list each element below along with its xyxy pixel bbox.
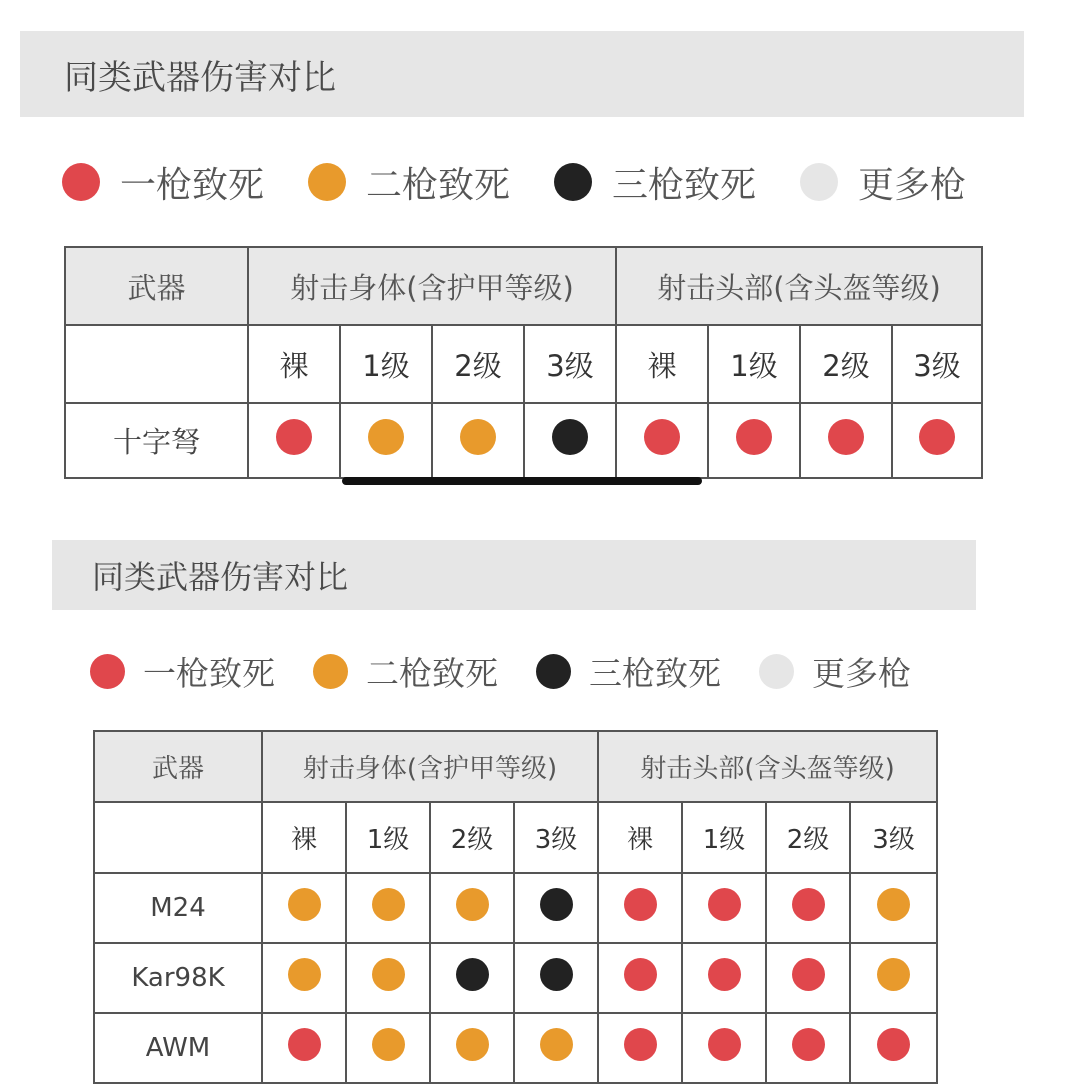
legend-item-one-shot [62, 157, 264, 208]
body-header: 射击身体(含护甲等级) [248, 247, 616, 325]
damage-cell [430, 943, 514, 1013]
one-shot-dot-icon [708, 888, 741, 921]
level-header: 1级 [346, 802, 430, 873]
damage-cell [262, 873, 346, 943]
damage-cell [514, 943, 598, 1013]
damage-cell [850, 1013, 937, 1083]
table-row [65, 403, 982, 478]
one-shot-dot-icon [624, 958, 657, 991]
damage-cell [346, 943, 430, 1013]
one-shot-dot-icon [708, 958, 741, 991]
table-body [65, 403, 982, 478]
damage-cell [430, 873, 514, 943]
damage-cell [682, 943, 766, 1013]
legend-label: 更多枪 [858, 164, 967, 206]
weapon-name: AWM [94, 1013, 262, 1083]
level-header-row [65, 325, 982, 403]
level-header: 3级 [514, 802, 598, 873]
damage-cell [432, 403, 524, 478]
damage-cell [340, 403, 432, 478]
weapon-header: 武器 [65, 247, 248, 325]
level-blank [94, 802, 262, 873]
two-shot-dot-icon [877, 888, 910, 921]
two-shot-dot-icon [456, 1028, 489, 1061]
legend-label: 二枪致死 [366, 653, 498, 693]
damage-cell [766, 1013, 850, 1083]
one-shot-dot-icon [276, 419, 312, 455]
one-shot-dot-icon [90, 654, 125, 689]
level-header: 2级 [766, 802, 850, 873]
three-shot-dot-icon [540, 888, 573, 921]
section2-title-bar [52, 540, 976, 610]
two-shot-dot-icon [372, 888, 405, 921]
damage-cell [800, 403, 892, 478]
damage-cell [514, 1013, 598, 1083]
damage-cell [850, 873, 937, 943]
one-shot-dot-icon [919, 419, 955, 455]
damage-cell [248, 403, 340, 478]
damage-cell [892, 403, 982, 478]
legend-label: 一枪致死 [120, 164, 265, 206]
one-shot-dot-icon [624, 888, 657, 921]
horizontal-scrollbar[interactable] [342, 477, 702, 485]
damage-cell [524, 403, 616, 478]
two-shot-dot-icon [372, 958, 405, 991]
legend-item-more-shot [800, 157, 966, 208]
table-row [94, 943, 937, 1013]
section2-damage-table [93, 730, 938, 1084]
legend-item-two-shot [308, 157, 510, 208]
level-header: 1级 [340, 325, 432, 403]
section1-damage-table [64, 246, 983, 479]
legend-label: 三枪致死 [612, 164, 757, 206]
two-shot-dot-icon [368, 419, 404, 455]
damage-cell [262, 943, 346, 1013]
weapon-name: M24 [94, 873, 262, 943]
damage-cell [766, 873, 850, 943]
damage-cell [430, 1013, 514, 1083]
two-shot-dot-icon [288, 888, 321, 921]
damage-cell [598, 943, 682, 1013]
three-shot-dot-icon [552, 419, 588, 455]
table-header-row [94, 731, 937, 802]
one-shot-dot-icon [708, 1028, 741, 1061]
legend-item-two-shot [313, 648, 498, 695]
damage-cell [682, 1013, 766, 1083]
table-body [94, 873, 937, 1083]
more-shot-dot-icon [759, 654, 794, 689]
section1-title: 同类武器伤害对比 [64, 57, 336, 98]
damage-cell [514, 873, 598, 943]
one-shot-dot-icon [624, 1028, 657, 1061]
three-shot-dot-icon [456, 958, 489, 991]
one-shot-dot-icon [644, 419, 680, 455]
legend-label: 更多枪 [812, 653, 911, 693]
level-header: 裸 [262, 802, 346, 873]
legend-label: 一枪致死 [143, 653, 275, 693]
one-shot-dot-icon [288, 1028, 321, 1061]
level-header: 1级 [682, 802, 766, 873]
damage-cell [598, 1013, 682, 1083]
two-shot-dot-icon [460, 419, 496, 455]
level-header-row [94, 802, 937, 873]
one-shot-dot-icon [792, 888, 825, 921]
legend-item-three-shot [536, 648, 721, 695]
two-shot-dot-icon [308, 163, 346, 201]
level-header: 2级 [432, 325, 524, 403]
two-shot-dot-icon [456, 888, 489, 921]
damage-cell [346, 873, 430, 943]
level-header: 2级 [800, 325, 892, 403]
damage-cell [262, 1013, 346, 1083]
weapon-name: 十字弩 [65, 403, 248, 478]
two-shot-dot-icon [288, 958, 321, 991]
table-row [94, 873, 937, 943]
damage-cell [682, 873, 766, 943]
level-header: 3级 [850, 802, 937, 873]
level-header: 3级 [892, 325, 982, 403]
level-header: 裸 [248, 325, 340, 403]
weapon-name: Kar98K [94, 943, 262, 1013]
three-shot-dot-icon [554, 163, 592, 201]
head-header: 射击头部(含头盔等级) [598, 731, 937, 802]
legend-label: 二枪致死 [366, 164, 511, 206]
legend-item-three-shot [554, 157, 756, 208]
two-shot-dot-icon [877, 958, 910, 991]
weapon-header: 武器 [94, 731, 262, 802]
table-header-row [65, 247, 982, 325]
two-shot-dot-icon [372, 1028, 405, 1061]
damage-cell [598, 873, 682, 943]
section2-legend [90, 650, 949, 692]
legend-item-one-shot [90, 648, 275, 695]
more-shot-dot-icon [800, 163, 838, 201]
legend-item-more-shot [759, 648, 911, 695]
two-shot-dot-icon [540, 1028, 573, 1061]
one-shot-dot-icon [62, 163, 100, 201]
two-shot-dot-icon [313, 654, 348, 689]
damage-cell [766, 943, 850, 1013]
one-shot-dot-icon [828, 419, 864, 455]
one-shot-dot-icon [736, 419, 772, 455]
level-header: 裸 [598, 802, 682, 873]
damage-cell [616, 403, 708, 478]
three-shot-dot-icon [540, 958, 573, 991]
section1-legend [62, 160, 1010, 204]
damage-cell [708, 403, 800, 478]
three-shot-dot-icon [536, 654, 571, 689]
level-header: 裸 [616, 325, 708, 403]
table-row [94, 1013, 937, 1083]
damage-cell [346, 1013, 430, 1083]
section1-title-bar [20, 31, 1024, 117]
damage-cell [850, 943, 937, 1013]
body-header: 射击身体(含护甲等级) [262, 731, 598, 802]
one-shot-dot-icon [792, 958, 825, 991]
one-shot-dot-icon [877, 1028, 910, 1061]
one-shot-dot-icon [792, 1028, 825, 1061]
level-header: 3级 [524, 325, 616, 403]
level-header: 1级 [708, 325, 800, 403]
section2-title: 同类武器伤害对比 [92, 558, 349, 596]
head-header: 射击头部(含头盔等级) [616, 247, 982, 325]
level-header: 2级 [430, 802, 514, 873]
level-blank [65, 325, 248, 403]
legend-label: 三枪致死 [589, 653, 721, 693]
